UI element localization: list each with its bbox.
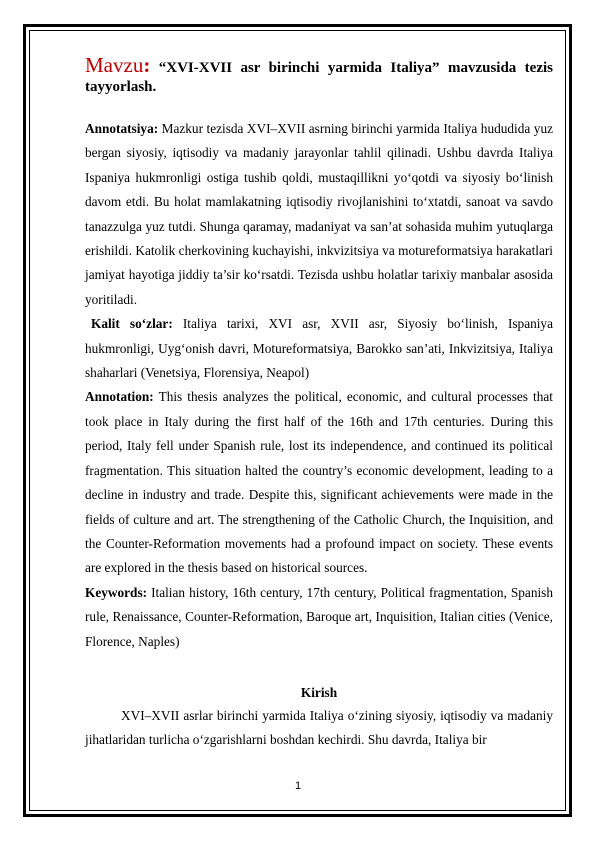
annotation-label: Annotation:: [85, 389, 154, 405]
keywords-label: Keywords:: [85, 584, 148, 600]
page-title: [85, 53, 553, 97]
kalit-paragraph: [85, 312, 553, 385]
annotatsiya-paragraph: [85, 117, 553, 312]
title-colon: :: [143, 53, 151, 77]
annotatsiya-text: Mazkur tezisda XVI–XVII asrning birinchi yarmida Italiya hududida yuz bergan siyosiy, iqtisodiy va madaniy jarayonlar tahlil qilinadi. Ushbu davrda Italiya Ispaniya hukmronligi ostiga tushib qoldi, mustaqillikni yo‘qotdi va siyosiy bo‘linish davom etdi. Bu holat mamlakatning iqtisodiy rivojlanishini to‘xtatdi, sanoat va savdo tanazzulga yuz tutdi. Shunga qaramay, madaniyat va san’at sohasida muhim yutuqlarga erishildi. Katolik cherkovining kuchayishi, inkvizitsiya va motureformatsiya harakatlari jamiyat hayotiga jiddiy ta’sir ko‘rsatdi. Tezisda ushbu holatlar tarixiy manbalar asosida yoritiladi.: [85, 121, 553, 307]
page-number: 1: [294, 780, 302, 792]
keywords-text: Italian history, 16th century, 17th century, Political fragmentation, Spanish rule, Renaissance, Counter-Reformation, Baroque art, Inquisition, Italian cities (Venice, Florence, Naples): [85, 584, 553, 649]
kalit-label: Kalit so‘zlar:: [91, 316, 173, 332]
kalit-text: Italiya tarixi, XVI asr, XVII asr, Siyosiy bo‘linish, Ispaniya hukmronligi, Uyg‘onish davri, Motureformatsiya, Barokko san’ati, Inkvizitsiya, Italiya shaharlari (Venetsiya, Florensiya, Neapol): [85, 316, 553, 381]
annotatsiya-label: Annotatsiya:: [85, 121, 159, 136]
title-label: Mavzu: [85, 53, 144, 77]
document-body: [85, 53, 553, 753]
keywords-paragraph: [85, 581, 553, 654]
kirish-paragraph: XVI–XVII asrlar birinchi yarmida Italiya o‘zining siyosiy, iqtisodiy va madaniy jihatlaridan turlicha o‘zgarishlarni boshdan kechirdi. Shu davrda, Italiya bir: [85, 707, 553, 748]
annotation-paragraph: [85, 385, 553, 580]
title-text: “XVI-XVII asr birinchi yarmida Italiya” mavzusida tezis tayyorlash.: [85, 60, 553, 95]
annotation-text: This thesis analyzes the political, economic, and cultural processes that took place in Italy during the first half of the 16th and 17th centuries. During this period, Italy fell under Spanish rule, lost its independence, and continued its political fragmentation. This situation halted the country’s economic development, leading to a decline in industry and trade. Despite this, significant achievements were made in the fields of culture and art. The strengthening of the Catholic Church, the Inquisition, and the Counter-Reformation movements had a profound impact on society. These events are explored in the thesis based on historical sources.: [85, 389, 553, 576]
kirish-heading: Kirish: [300, 684, 338, 700]
